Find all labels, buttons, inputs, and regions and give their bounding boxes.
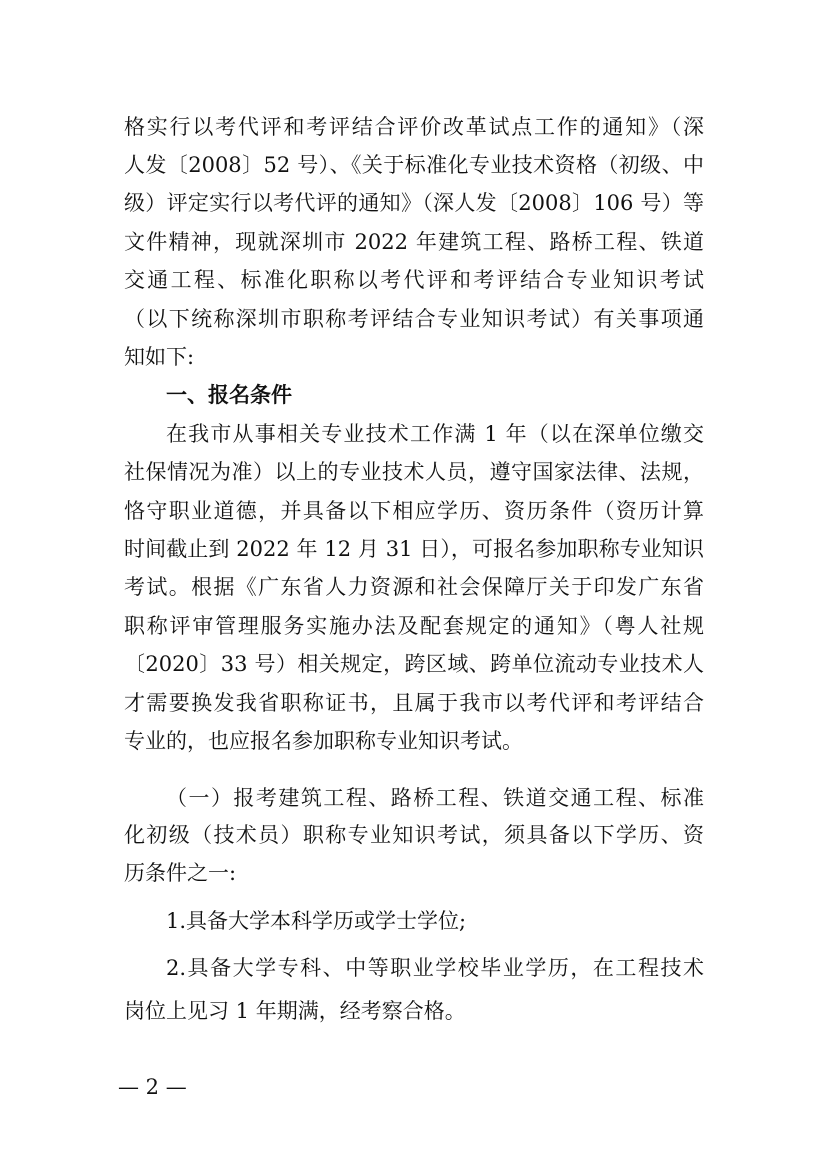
body-text-line: 知如下: bbox=[124, 345, 195, 369]
body-text-line: 社保情况为准）以上的专业技术人员，遵守国家法律、法规， bbox=[124, 460, 704, 484]
body-text-line: 人发〔2008〕52 号）、《关于标准化专业技术资格（初级、中 bbox=[124, 153, 704, 177]
page-number: — 2 — bbox=[118, 1075, 187, 1099]
body-text-line: 历条件之一: bbox=[124, 861, 237, 885]
body-text-line: 在我市从事相关专业技术工作满 1 年（以在深单位缴交 bbox=[166, 422, 704, 446]
body-text-line: （以下统称深圳市职称考评结合专业知识考试）有关事项通 bbox=[124, 307, 704, 331]
body-text-line: 化初级（技术员）职称专业知识考试，须具备以下学历、资 bbox=[124, 823, 704, 847]
body-text-line: 〔2020〕33 号）相关规定，跨区域、跨单位流动专业技术人 bbox=[124, 652, 704, 676]
body-text-line: 岗位上见习 1 年期满，经考察合格。 bbox=[124, 999, 466, 1023]
body-text-line: 恪守职业道德，并具备以下相应学历、资历条件（资历计算 bbox=[124, 499, 704, 523]
body-text-line: 文件精神，现就深圳市 2022 年建筑工程、路桥工程、铁道 bbox=[124, 230, 704, 254]
body-text-line: 级）评定实行以考代评的通知》（深人发〔2008〕106 号）等 bbox=[124, 191, 704, 215]
subsection-text-line: （一）报考建筑工程、路桥工程、铁道交通工程、标准 bbox=[166, 786, 704, 810]
body-text-line: 才需要换发我省职称证书，且属于我市以考代评和考评结合 bbox=[124, 691, 704, 715]
list-item: 2.具备大学专科、中等职业学校毕业学历，在工程技术 bbox=[166, 956, 704, 980]
body-text-line: 考试。根据《广东省人力资源和社会保障厅关于印发广东省 bbox=[124, 575, 704, 599]
body-text-line: 格实行以考代评和考评结合评价改革试点工作的通知》（深 bbox=[124, 115, 704, 139]
body-text-line: 专业的，也应报名参加职称专业知识考试。 bbox=[124, 729, 523, 753]
list-item: 1.具备大学本科学历或学士学位; bbox=[166, 909, 467, 933]
section-heading: 一、报名条件 bbox=[166, 383, 292, 407]
body-text-line: 交通工程、标准化职称以考代评和考评结合专业知识考试 bbox=[124, 268, 704, 292]
body-text-line: 职称评审管理服务实施办法及配套规定的通知》（粤人社规 bbox=[124, 614, 704, 638]
body-text-line: 时间截止到 2022 年 12 月 31 日），可报名参加职称专业知识 bbox=[124, 537, 704, 561]
